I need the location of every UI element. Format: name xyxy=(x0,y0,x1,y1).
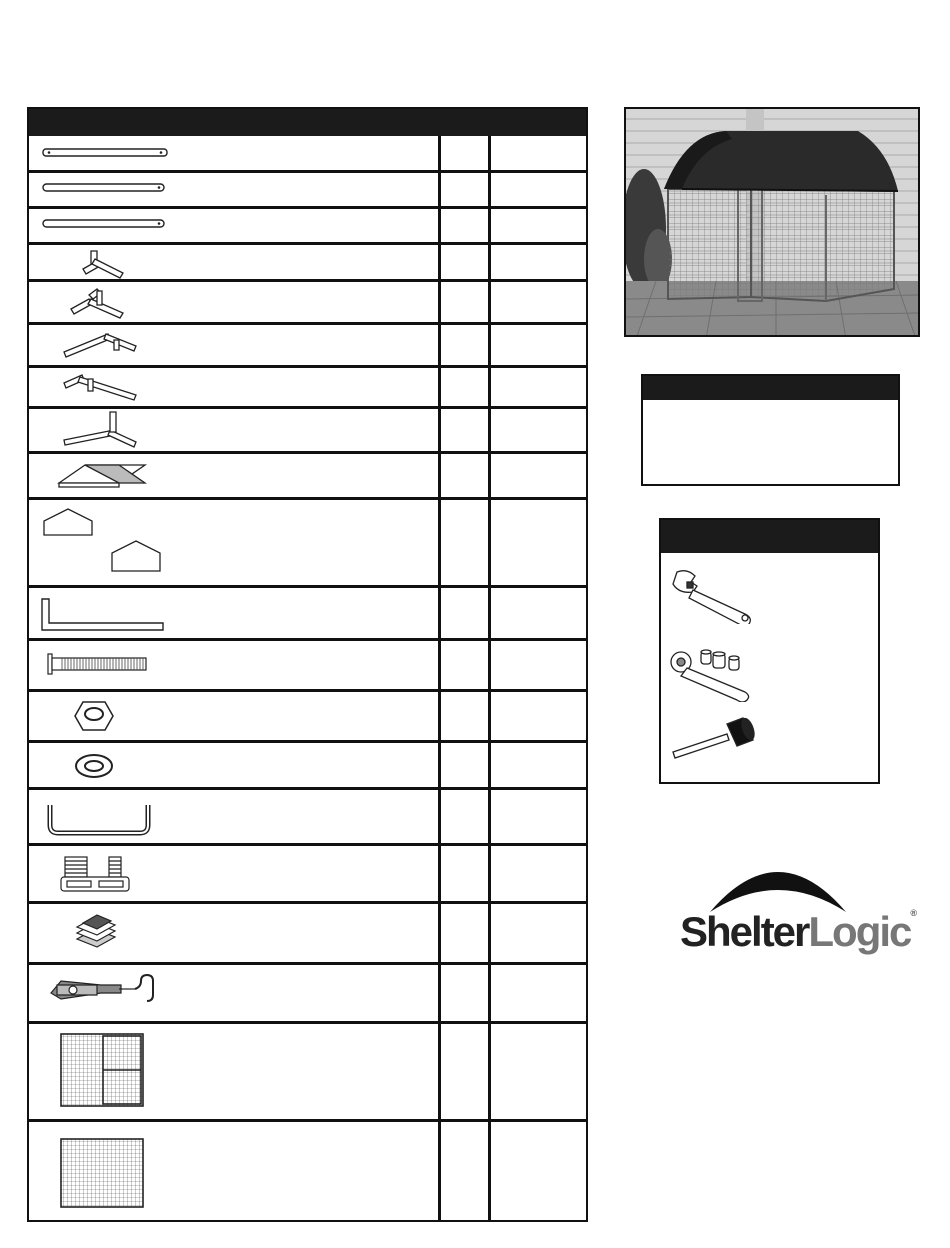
wire-panel-icon xyxy=(59,1137,145,1209)
logo-arch-icon xyxy=(706,852,850,916)
parts-table xyxy=(27,107,588,1222)
row-divider xyxy=(29,740,586,743)
end-cap-icon xyxy=(73,911,119,951)
long-tube-icon xyxy=(42,146,170,160)
row-divider xyxy=(29,689,586,692)
info-box xyxy=(641,374,900,486)
row-divider xyxy=(29,787,586,790)
socket-wrench-icon xyxy=(667,648,759,702)
shelterlogic-logo xyxy=(680,852,918,964)
tools-box xyxy=(659,518,880,784)
parts-table-header xyxy=(29,109,586,136)
row-divider xyxy=(29,322,586,325)
canopy-cover-icon xyxy=(57,457,149,491)
partno-column-divider xyxy=(488,136,491,1220)
rubber-mallet-icon xyxy=(671,716,757,762)
end-panel-icon xyxy=(42,507,167,577)
row-divider xyxy=(29,901,586,904)
row-divider xyxy=(29,451,586,454)
row-divider xyxy=(29,585,586,588)
washer-icon xyxy=(73,751,115,781)
row-divider xyxy=(29,406,586,409)
ground-anchor-icon xyxy=(39,597,167,633)
brand-name: ShelterLogic® xyxy=(680,908,918,955)
gate-panel-icon xyxy=(59,1032,145,1108)
row-divider xyxy=(29,962,586,965)
assembled-kennel-photo xyxy=(624,107,920,337)
info-box-header xyxy=(643,376,898,400)
bolt-icon xyxy=(46,650,150,678)
peak-fitting-icon xyxy=(62,369,142,403)
nut-icon xyxy=(73,699,115,733)
row-divider xyxy=(29,1021,586,1024)
row-divider xyxy=(29,843,586,846)
row-divider xyxy=(29,242,586,245)
peak-fitting-icon xyxy=(62,326,142,360)
row-divider xyxy=(29,1119,586,1122)
row-divider xyxy=(29,497,586,500)
long-tube-icon xyxy=(42,217,170,231)
qty-column-divider xyxy=(438,136,441,1220)
adjustable-wrench-icon xyxy=(669,568,759,624)
row-divider xyxy=(29,638,586,641)
row-divider xyxy=(29,365,586,368)
clip-plug-icon xyxy=(59,853,135,895)
ratchet-strap-icon xyxy=(49,971,161,1007)
tee-fitting-icon xyxy=(62,410,142,450)
long-tube-icon xyxy=(42,181,170,195)
corner-fitting-icon xyxy=(69,287,133,321)
row-divider xyxy=(29,279,586,282)
row-divider xyxy=(29,170,586,173)
row-divider xyxy=(29,206,586,209)
tools-box-header xyxy=(661,520,878,553)
u-bracket-icon xyxy=(46,801,152,837)
corner-fitting-icon xyxy=(79,247,131,279)
